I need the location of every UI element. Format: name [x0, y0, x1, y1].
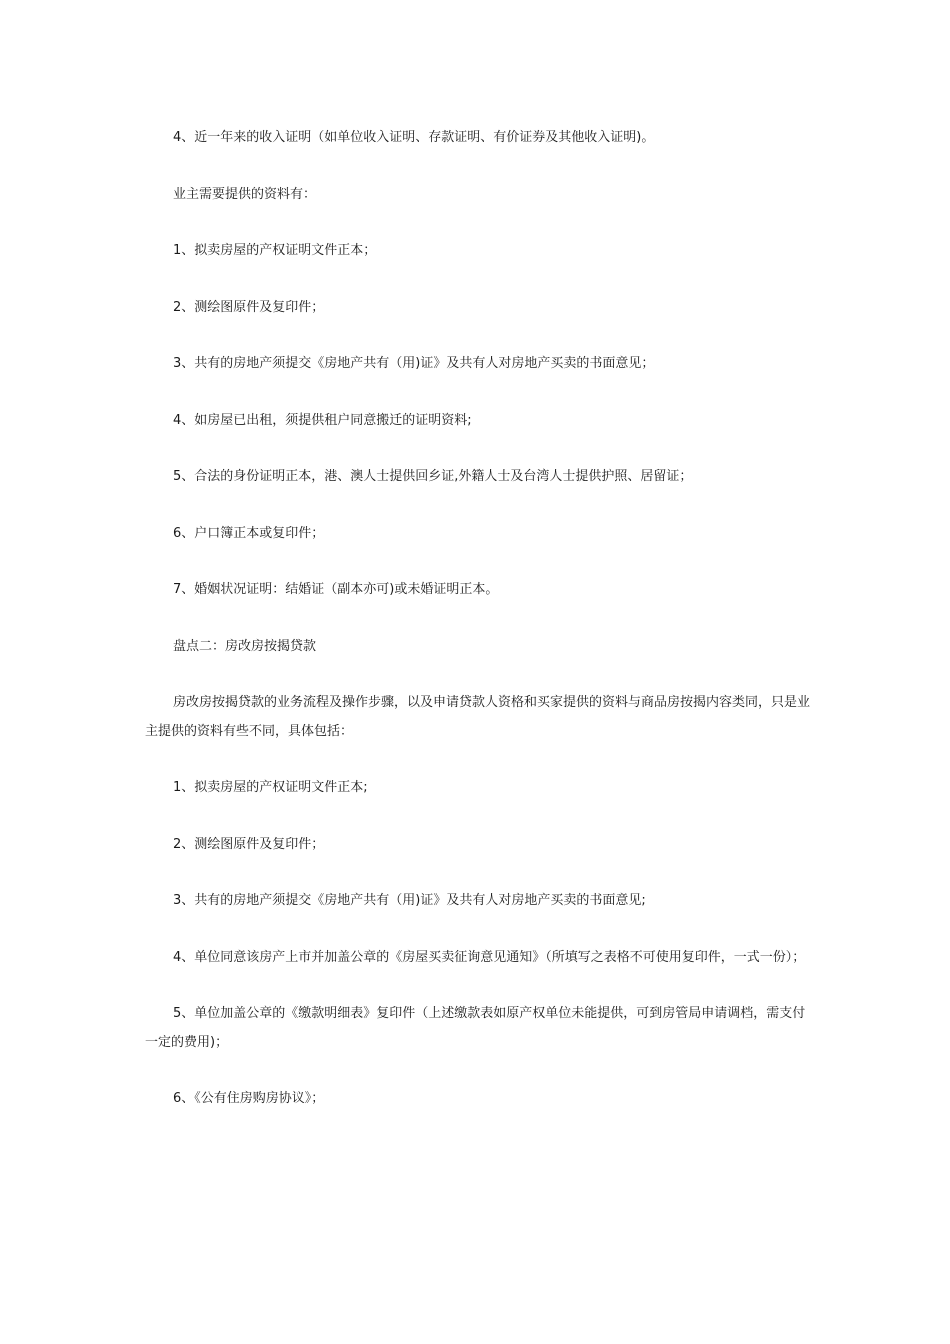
- paragraph-income-proof: 4、近一年来的收入证明（如单位收入证明、存款证明、有价证券及其他收入证明)。: [173, 130, 655, 145]
- paragraph-owner-docs-heading: 业主需要提供的资料有：: [173, 186, 317, 202]
- list-item-survey-drawing: 2、测绘图原件及复印件；: [173, 299, 325, 315]
- list-item-tenant-consent: 4、如房屋已出租，须提供租户同意搬迁的证明资料;: [173, 412, 472, 428]
- list-item-survey-drawing-2: 2、测绘图原件及复印件；: [173, 836, 325, 852]
- list-item-payment-schedule: 5、单位加盖公章的《缴款明细表》复印件（上述缴款表如原产权单位未能提供，可到房管局申请调档，需支付一定的费用)；: [145, 1006, 806, 1050]
- list-item-marital-status: 7、婚姻状况证明：结婚证（副本亦可)或未婚证明正本。: [173, 582, 499, 597]
- list-item-purchase-agreement: 6、《公有住房购房协议》；: [173, 1091, 325, 1106]
- list-item-property-certificate: 1、拟卖房屋的产权证明文件正本；: [173, 243, 377, 258]
- list-item-property-certificate-2: 1、拟卖房屋的产权证明文件正本;: [173, 780, 368, 795]
- list-item-identity-proof: 5、合法的身份证明正本，港、澳人士提供回乡证,外籍人士及台湾人士提供护照、居留证；: [173, 469, 693, 484]
- document-body: [145, 124, 810, 1114]
- section-heading-reform-housing: 盘点二：房改房按揭贷款: [173, 638, 317, 654]
- list-item-co-ownership: 3、共有的房地产须提交《房地产共有（用)证》及共有人对房地产买卖的书面意见；: [173, 356, 655, 371]
- list-item-unit-consent-notice: 4、单位同意该房产上市并加盖公章的《房屋买卖征询意见通知》（所填写之表格不可使用复印件，一式一份）；: [173, 949, 806, 965]
- list-item-household-register: 6、户口簿正本或复印件；: [173, 525, 325, 541]
- list-item-co-ownership-2: 3、共有的房地产须提交《房地产共有（用)证》及共有人对房地产买卖的书面意见;: [173, 893, 646, 908]
- paragraph-reform-housing-intro: 房改房按揭贷款的业务流程及操作步骤，以及申请贷款人资格和买家提供的资料与商品房按揭内容类同，只是业主提供的资料有些不同，具体包括：: [145, 695, 811, 739]
